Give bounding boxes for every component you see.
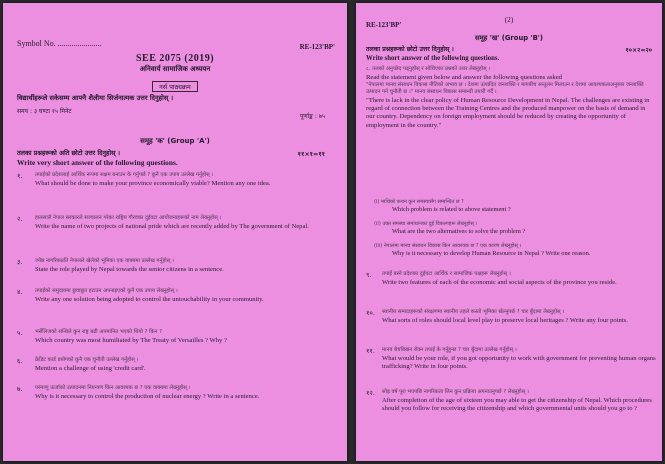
sub-question-text-np: उक्त समस्या समाधानका दुई विकल्पहरू लेख्नुहोस् । bbox=[382, 221, 478, 227]
question-number: १०. bbox=[366, 309, 375, 317]
question-11 bbox=[366, 347, 656, 371]
group-a-marks: ११×१=११ bbox=[297, 150, 325, 158]
question-text-np: स्थानीय सम्पदाहरूको संरक्षणमा स्थानीय तहले कस्तो भूमिका खेल्नुपर्छ ? चार बुँदामा लेख्नुहोस् । bbox=[382, 309, 565, 315]
question-6 bbox=[17, 357, 337, 373]
question-7 bbox=[17, 385, 337, 401]
question-text-en: Write any one solution being adopted to control the untouchability in your community. bbox=[35, 295, 264, 303]
question-text-np: क्रेडिट कार्ड प्रयोगको कुनै एक चुनौती उल्लेख गर्नुहोस् । bbox=[35, 357, 139, 363]
question-text-en: After completion of the age of sixteen you may able to get the citizenship of Nepal. Which procedures should you follow for receiving the citizenship and which governmental units should you go to ? bbox=[382, 396, 652, 412]
question-text-np: तपाईं बस्ने प्रदेशका दुईवटा आर्थिक र सामाजिक पक्षहरू लेख्नुहोस् । bbox=[382, 271, 511, 277]
symbol-no-field bbox=[17, 39, 102, 48]
sub-question-text-en: Which problem is related to above statement ? bbox=[392, 206, 511, 214]
question-number: १. bbox=[17, 172, 23, 180]
sub-question-text-en: Why is it necessary to develop Human Resource in Nepal ? Write one reason. bbox=[392, 250, 591, 258]
sub-question-label: (i) bbox=[374, 199, 380, 205]
question-text-np: सोह्र वर्ष पूरा भएपछि नागरिकता लिन कुन प्रक्रिया अपनाउनुपर्छ ? लेख्नुहोस् । bbox=[382, 389, 529, 395]
sub-question-text-en: What are the two alternatives to solve the problem ? bbox=[392, 228, 526, 236]
question-text-np: तपाईंको प्रदेशलाई आर्थिक रूपमा सक्षम बनाउन के गर्नुपर्छ ? कुनै एक उपाय उल्लेख गर्नुहोस् । bbox=[35, 172, 214, 178]
paper-code: RE-123'BP' bbox=[366, 21, 402, 29]
exam-page-2 bbox=[356, 3, 662, 461]
question-8 bbox=[366, 66, 654, 130]
group-a-instruction-en: Write very short answer of the following questions. bbox=[17, 158, 178, 167]
question-4 bbox=[17, 288, 337, 304]
question-2 bbox=[17, 215, 337, 231]
question-number: ४. bbox=[17, 288, 23, 296]
sub-question-iii bbox=[374, 243, 654, 258]
question-text-np: ज्येष्ठ नागरिकप्रति नेपालले खेलेको भूमिका एक वाक्यमा उल्लेख गर्नुहोस् । bbox=[35, 258, 174, 264]
question-number: ६. bbox=[17, 357, 23, 365]
question-5 bbox=[17, 329, 337, 345]
stream-box bbox=[3, 76, 347, 94]
question-text-np: हालसालै नेपाल सरकारले सञ्चालन गरेका राष्ट्रिय गौरवका दुईवटा आयोजनाहरूको नाम लेख्नुहोस् । bbox=[35, 215, 222, 221]
general-instruction: विद्यार्थीहरूले सकेसम्म आफ्नै शैलीमा सिर्जनात्मक उत्तर दिनुहोस् । bbox=[17, 94, 174, 102]
question-12 bbox=[366, 389, 656, 413]
question-number: २. bbox=[17, 215, 23, 223]
question-number: १२. bbox=[366, 389, 375, 397]
question-text-en: Which country was most humiliated by The Treaty of Versailles ? Why ? bbox=[35, 336, 227, 344]
sub-question-text-np: माथिको कथन कुन समस्यासँग सम्बन्धित छ ? bbox=[381, 199, 464, 205]
question-number: ७. bbox=[17, 385, 23, 393]
question-text-en: Why is it necessary to control the production of nuclear energy ? Write in a sentence. bbox=[35, 392, 260, 400]
group-b-marks: १०×२=२० bbox=[625, 47, 652, 54]
question-8-text-np bbox=[366, 66, 654, 74]
symbol-no-value: ...................... bbox=[57, 39, 102, 48]
question-1 bbox=[17, 172, 337, 188]
group-b-instruction-en: Write short answer of the following questions. bbox=[366, 55, 500, 62]
question-number: ११. bbox=[366, 347, 375, 355]
sub-question-i bbox=[374, 199, 654, 214]
question-text-en: State the role played by Nepal towards the senior citizens in a sentence. bbox=[35, 265, 224, 273]
question-text-np: परमाणु ऊर्जाको उत्पादनमा नियन्त्रण किन आवश्यक छ ? एक वाक्यमा लेख्नुहोस् । bbox=[35, 385, 191, 391]
question-text-en: Mention a challenge of using 'credit card'. bbox=[35, 364, 146, 372]
question-number: ९. bbox=[366, 271, 372, 279]
question-8-quote: "There is lack in the clear policy of Human Resource Development in Nepal. The challenges are existing in regard of connection between the Training Centres and the produced manpower on the basis of demand in our country. Dependency on foreign employment should be reduced by creating the opportunity of employment in the country." bbox=[366, 96, 650, 129]
sub-question-ii-np-line bbox=[374, 221, 654, 228]
question-10 bbox=[366, 309, 656, 325]
question-text-en: Write the name of two projects of national pride which are recently added by The government of Nepal. bbox=[35, 222, 309, 230]
question-text-np: तपाईंको समुदायमा छुवाछूत हटाउन अपनाइएको कुनै एक उपाय लेख्नुहोस् । bbox=[35, 288, 178, 294]
exam-title: SEE 2075 (2019) bbox=[135, 53, 215, 64]
question-text-en: What should be done to make your province economically viable? Mention any one idea. bbox=[35, 179, 271, 187]
full-marks: पूर्णाङ्क : ७५ bbox=[299, 113, 325, 120]
question-number: ८. bbox=[366, 66, 371, 72]
question-8-quote-np: "नेपालमा मानव संसाधन विकास नीतिको अभाव छ । देशमा उत्पादित जनशक्ति र मागबीच सन्तुलन मिलाउन र देशमा आवश्यकताअनुसार जनशक्ति उत्पादन गर्न चुनौती छ ।" मानव संसाधन विकास सम्बन्धी तयारी गर्दै । bbox=[366, 81, 644, 96]
sub-question-iii-np-line bbox=[374, 243, 654, 250]
question-8-instruction-en: Read the statement given below and answer the following questions asked bbox=[366, 73, 562, 81]
symbol-no-label: Symbol No. bbox=[17, 39, 56, 48]
question-number: ३. bbox=[17, 258, 23, 266]
question-text-np: मानव बेचबिखन रोक्न तपाईं के गर्नुहुन्छ ? चार बुँदामा उल्लेख गर्नुहोस् । bbox=[382, 347, 517, 353]
group-a-instruction-np: तलका प्रश्नहरूको अति छोटो उत्तर दिनुहोस् । bbox=[17, 149, 121, 157]
paper-code: RE-123'BP' bbox=[299, 43, 335, 51]
question-text-en: What would be your role, if you got opportunity to work with government for preventing human organs trafficking? Write in four points. bbox=[382, 354, 656, 370]
time-allowed: समय : ३ घण्टा १५ मिनेट bbox=[17, 108, 72, 115]
exam-page-1 bbox=[3, 3, 347, 461]
question-text-en: What sorts of roles should local level play to preserve local heritages ? Write any four points. bbox=[382, 316, 628, 324]
question-3 bbox=[17, 258, 337, 274]
question-text-np: भर्सेलिजको सन्धिले कुन राष्ट्र बढी अपमानित भएको थियो ? किन ? bbox=[35, 329, 162, 335]
question-text-en: Write two features of each of the economic and social aspects of the province you reside. bbox=[382, 278, 617, 286]
sub-question-ii bbox=[374, 221, 654, 236]
question-number: ५. bbox=[17, 329, 23, 337]
stream-label: नर्स पाठ्यक्रम bbox=[152, 81, 198, 92]
sub-question-label: (ii) bbox=[374, 221, 381, 227]
group-b-instruction-np: तलका प्रश्नहरूको छोटो उत्तर दिनुहोस् । bbox=[366, 46, 454, 53]
sub-question-i-np-line bbox=[374, 199, 654, 206]
question-9 bbox=[366, 271, 656, 287]
subject-name: अनिवार्य सामाजिक अध्ययन bbox=[139, 65, 211, 73]
group-a-heading: समूह 'क' (Group 'A') bbox=[140, 137, 210, 145]
page-number: (2) bbox=[504, 15, 514, 24]
group-b-heading: समूह 'ख' (Group 'B') bbox=[475, 34, 543, 42]
sub-question-text-np: नेपालमा मानव संसाधन विकास किन आवश्यक छ ? एक कारण लेख्नुहोस् । bbox=[383, 243, 522, 249]
question-8-instruction-np: तलको अनुच्छेद पढ्नुहोस् र सोधिएका प्रश्नको उत्तर लेख्नुहोस् । bbox=[372, 66, 491, 72]
sub-question-label: (iii) bbox=[374, 243, 383, 249]
